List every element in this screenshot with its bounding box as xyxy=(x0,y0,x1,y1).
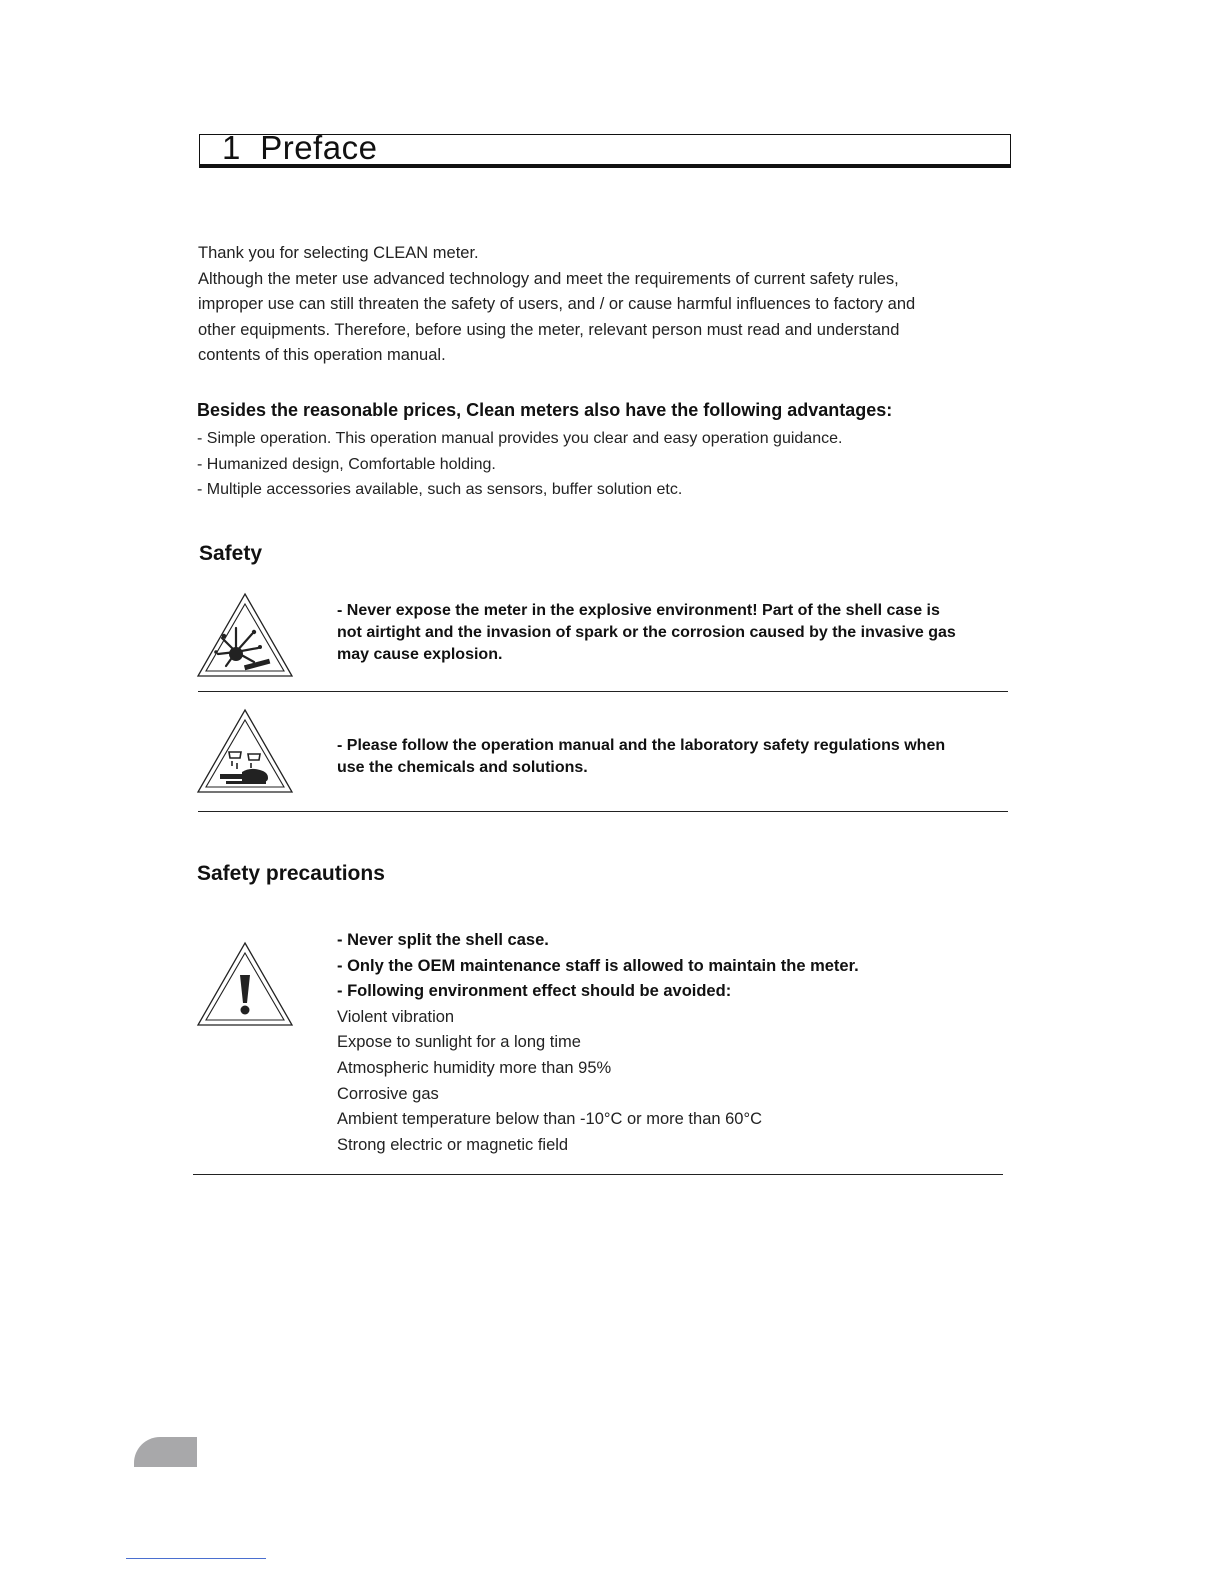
precautions-list xyxy=(337,928,859,1158)
divider xyxy=(193,1174,1003,1175)
warning-line: use the chemicals and solutions. xyxy=(337,759,588,776)
corrosive-hazard-icon xyxy=(196,708,294,794)
condition-item: Violent vibration xyxy=(337,1007,455,1026)
advantages-list xyxy=(197,426,842,503)
condition-item: Atmospheric humidity more than 95% xyxy=(337,1058,612,1077)
precaution-item: - Only the OEM maintenance staff is allowed to maintain the meter. xyxy=(337,956,859,975)
advantage-item: - Humanized design, Comfortable holding. xyxy=(197,455,496,473)
condition-item: Strong electric or magnetic field xyxy=(337,1135,569,1154)
divider xyxy=(198,811,1008,812)
intro-paragraph xyxy=(198,241,1028,369)
corrosive-warning-text xyxy=(337,735,945,779)
section-title-box xyxy=(199,129,1011,168)
condition-item: Corrosive gas xyxy=(337,1084,439,1103)
precautions-heading: Safety precautions xyxy=(197,862,385,885)
safety-heading: Safety xyxy=(199,542,263,565)
condition-item: Expose to sunlight for a long time xyxy=(337,1033,581,1052)
warning-line: may cause explosion. xyxy=(337,646,503,663)
intro-line: Thank you for selecting CLEAN meter. xyxy=(198,244,479,262)
section-title-text: Preface xyxy=(260,129,378,166)
warning-line: not airtight and the invasion of spark or the corrosion caused by the invasive gas xyxy=(337,624,956,641)
section-number: 1 xyxy=(222,129,241,166)
advantage-item: - Multiple accessories available, such as sensors, buffer solution etc. xyxy=(197,481,683,499)
section-title xyxy=(222,129,377,167)
precaution-item: - Following environment effect should be avoided: xyxy=(337,982,732,1001)
general-warning-icon xyxy=(196,941,294,1027)
intro-line: improper use can still threaten the safety of users, and / or cause harmful influences to factory and xyxy=(198,295,916,314)
warning-line: - Never expose the meter in the explosive environment! Part of the shell case is xyxy=(337,602,940,619)
condition-item: Ambient temperature below than -10°C or more than 60°C xyxy=(337,1110,762,1129)
explosive-warning-text xyxy=(337,600,956,666)
footer-link-line xyxy=(126,1558,266,1559)
precaution-item: - Never split the shell case. xyxy=(337,931,549,949)
intro-line: contents of this operation manual. xyxy=(198,346,446,365)
explosive-hazard-icon xyxy=(196,592,294,678)
advantages-heading: Besides the reasonable prices, Clean meters also have the following advantages: xyxy=(197,400,893,420)
warning-line: - Please follow the operation manual and the laboratory safety regulations when xyxy=(337,737,946,754)
divider xyxy=(198,691,1008,692)
advantage-item: - Simple operation. This operation manual provides you clear and easy operation guidance. xyxy=(197,430,843,447)
intro-line: Although the meter use advanced technology and meet the requirements of current safety rules, xyxy=(198,269,899,288)
page-number-tab xyxy=(134,1437,197,1467)
intro-line: other equipments. Therefore, before using the meter, relevant person must read and understand xyxy=(198,320,900,339)
